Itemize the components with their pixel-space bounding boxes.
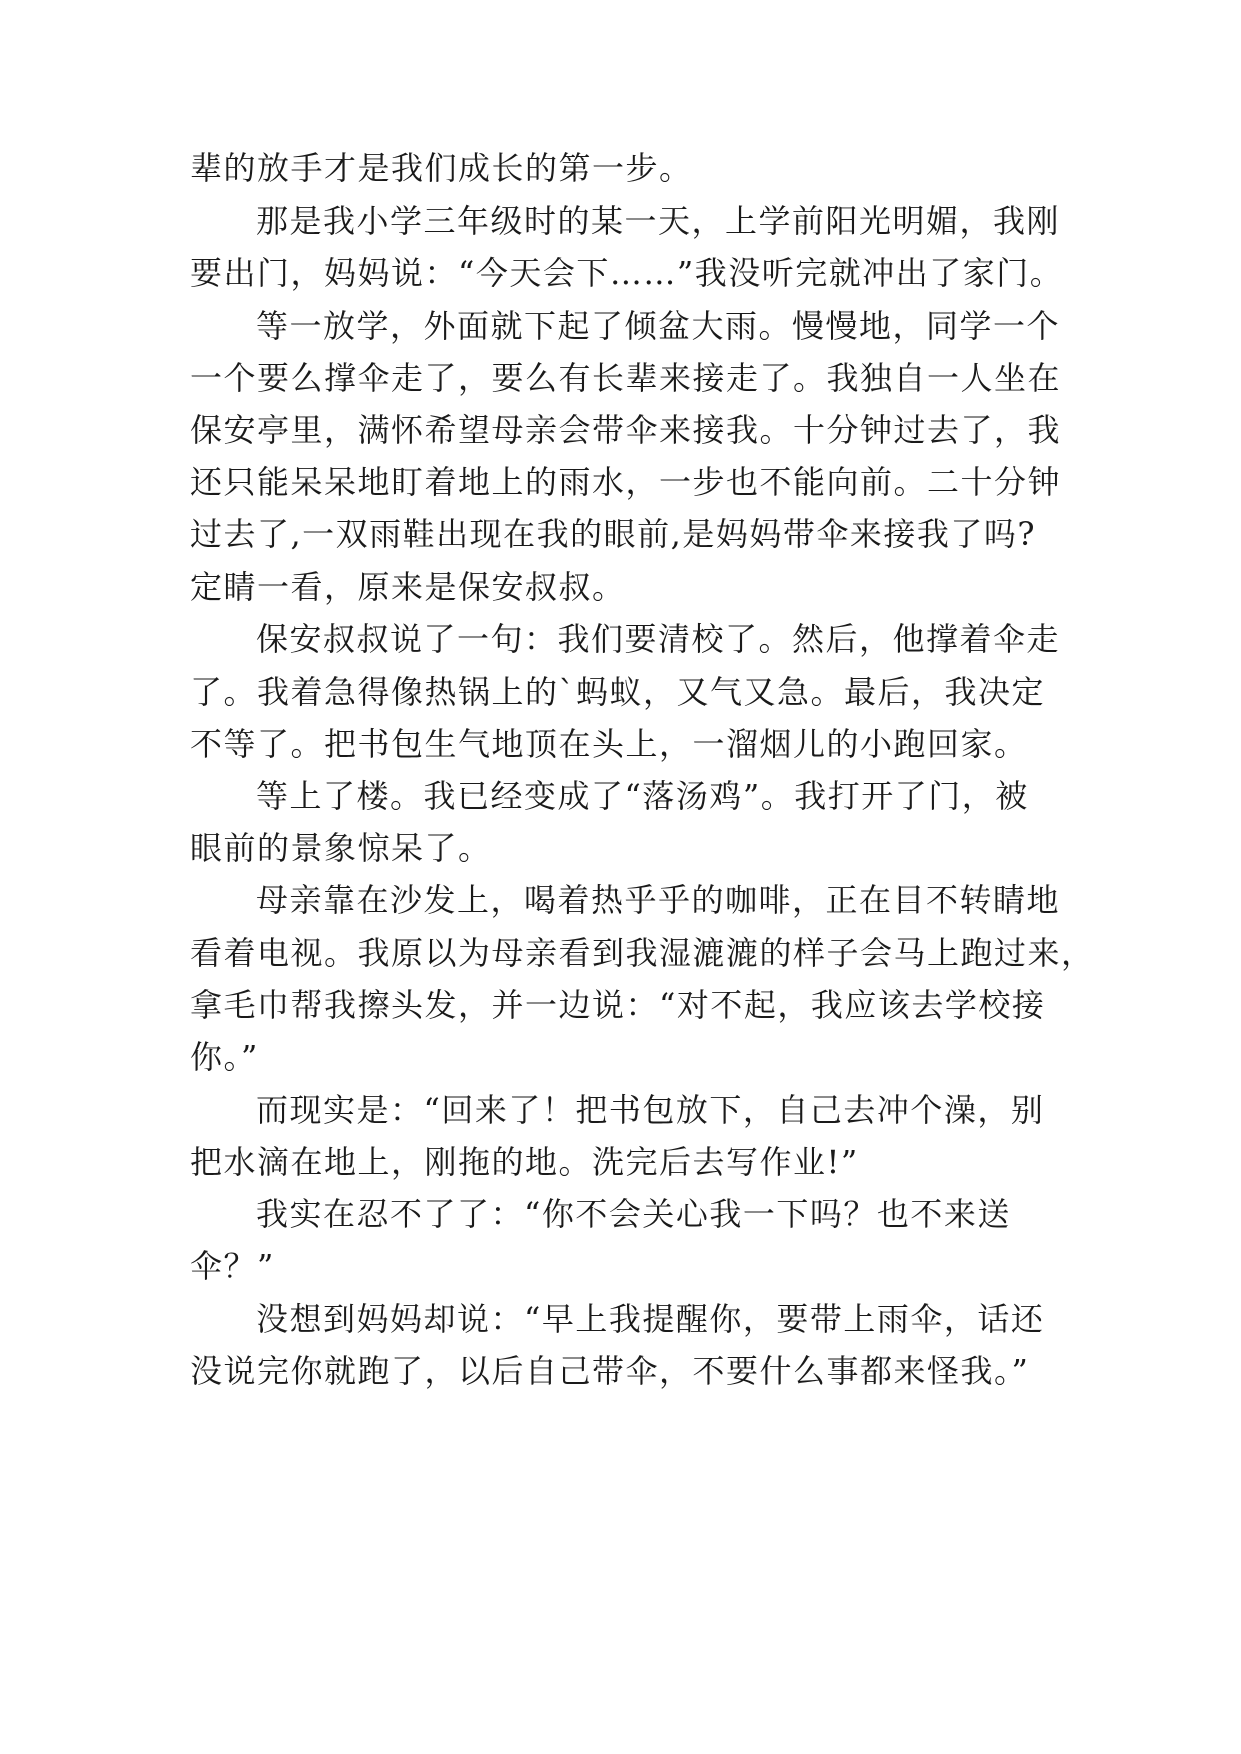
paragraph-first-line: 没想到妈妈却说：“早上我提醒你，要带上雨伞，话还: [256, 1300, 1045, 1338]
text-line: 保安亭里，满怀希望母亲会带伞来接我。十分钟过去了，我: [190, 411, 1062, 449]
text-line: 没说完你就跑了，以后自己带伞，不要什么事都来怪我。”: [190, 1352, 1030, 1390]
text-line: 看着电视。我原以为母亲看到我湿漉漉的样子会马上跑过来，: [190, 934, 1095, 972]
paragraph-first-line: 我实在忍不了了：“你不会关心我一下吗？也不来送: [256, 1195, 1011, 1233]
text-line: 还只能呆呆地盯着地上的雨水，一步也不能向前。二十分钟: [190, 463, 1062, 501]
paragraph-first-line: 母亲靠在沙发上，喝着热乎乎的咖啡，正在目不转睛地: [256, 881, 1061, 919]
paragraph-first-line: 那是我小学三年级时的某一天，上学前阳光明媚，我刚: [256, 202, 1061, 240]
paragraph-first-line: 保安叔叔说了一句：我们要清校了。然后，他撑着伞走: [256, 620, 1061, 658]
paragraph-first-line: 等上了楼。我已经变成了“落汤鸡”。我打开了门，被: [256, 777, 1029, 815]
text-line: 伞？”: [190, 1247, 275, 1285]
text-line: 了。我着急得像热锅上的`蚂蚁，又气又急。最后，我决定: [190, 673, 1046, 711]
text-line: 要出门，妈妈说：“今天会下……”我没听完就冲出了家门。: [190, 254, 1064, 292]
text-line: 不等了。把书包生气地顶在头上，一溜烟儿的小跑回家。: [190, 725, 1028, 763]
paragraph-first-line: 而现实是：“回来了！把书包放下，自己去冲个澡，别: [256, 1091, 1045, 1129]
text-line: 过去了,一双雨鞋出现在我的眼前,是妈妈带伞来接我了吗?: [190, 515, 1037, 553]
paragraph-first-line: 等一放学，外面就下起了倾盆大雨。慢慢地，同学一个: [256, 307, 1061, 345]
text-line: 拿毛巾帮我擦头发，并一边说：“对不起，我应该去学校接: [190, 986, 1046, 1024]
text-line: 一个要么撑伞走了，要么有长辈来接走了。我独自一人坐在: [190, 359, 1062, 397]
text-line: 你。”: [190, 1038, 259, 1076]
text-line: 眼前的景象惊呆了。: [190, 829, 492, 867]
text-line: 辈的放手才是我们成长的第一步。: [190, 149, 693, 187]
text-line: 把水滴在地上，刚拖的地。洗完后去写作业!”: [190, 1143, 859, 1181]
text-line: 定睛一看，原来是保安叔叔。: [190, 568, 626, 606]
